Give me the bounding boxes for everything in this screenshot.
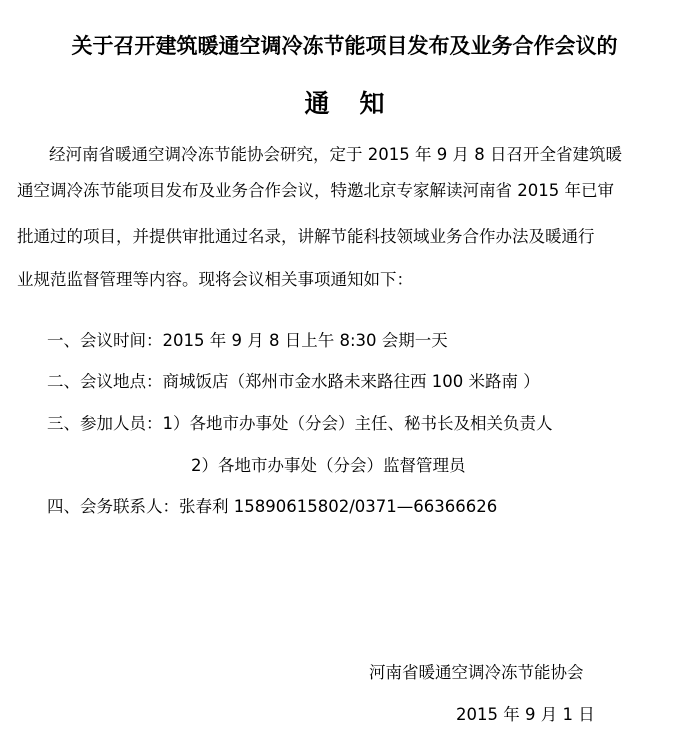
body-line-1: 经河南省暖通空调冷冻节能协会研究，定于 2015 年 9 月 8 日召开全省建筑暖 (49, 145, 622, 164)
meeting-contact: 四、会务联系人：张春利 15890615802/0371—66366626 (47, 497, 498, 516)
signature-org: 河南省暖通空调冷冻节能协会 (369, 663, 584, 682)
notice-subtitle: 通知 (304, 89, 415, 118)
signature-date: 2015 年 9 月 1 日 (456, 705, 595, 724)
meeting-attendees: 三、参加人员：1）各地市办事处（分会）主任、秘书长及相关负责人 (47, 414, 553, 433)
notice-title: 关于召开建筑暖通空调冷冻节能项目发布及业务合作会议的 (71, 33, 618, 58)
body-line-2: 通空调冷冻节能项目发布及业务合作会议，特邀北京专家解读河南省 2015 年已审 (17, 181, 614, 200)
meeting-attendees-2: 2）各地市办事处（分会）监督管理员 (191, 456, 466, 475)
meeting-location: 二、会议地点：商城饭店（郑州市金水路未来路往西 100 米路南 ） (47, 372, 540, 391)
meeting-time: 一、会议时间：2015 年 9 月 8 日上午 8:30 会期一天 (47, 331, 448, 350)
body-line-3: 批通过的项目，并提供审批通过名录，讲解节能科技领域业务合作办法及暖通行 (17, 227, 595, 246)
body-line-4: 业规范监督管理等内容。现将会议相关事项通知如下： (17, 270, 413, 289)
